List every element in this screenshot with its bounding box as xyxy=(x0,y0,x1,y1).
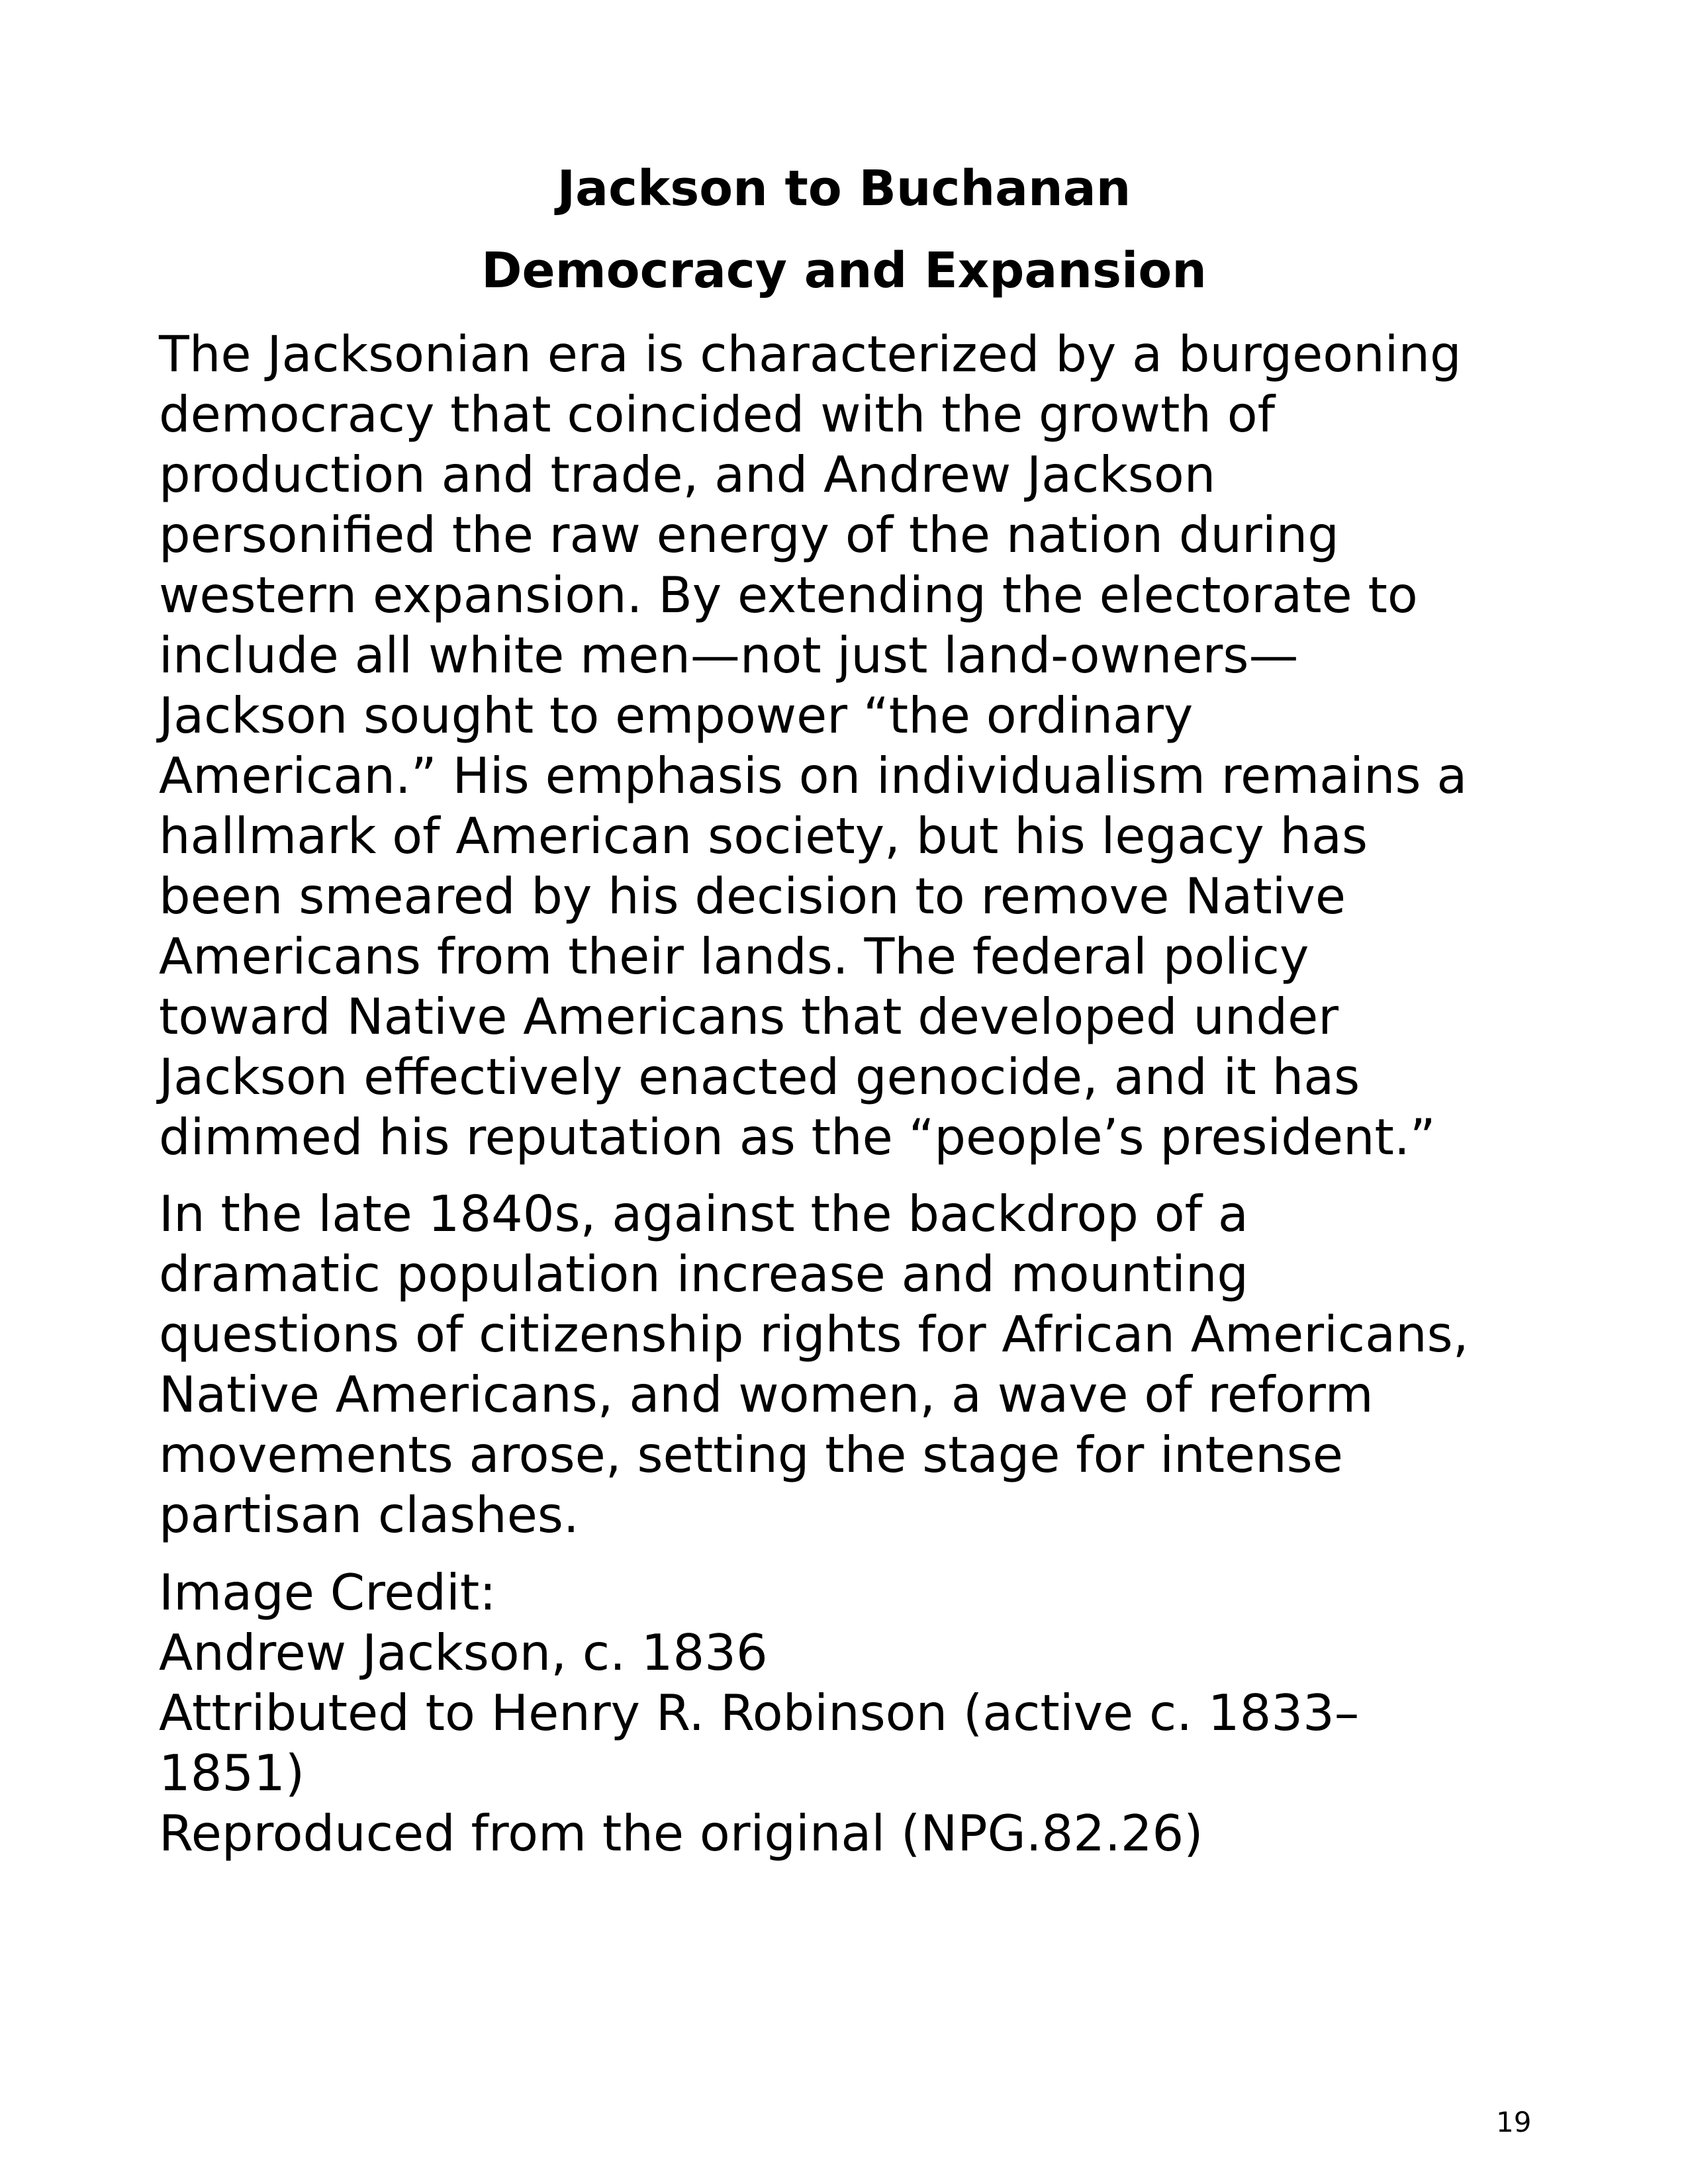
text-line: partisan clashes. xyxy=(159,1486,579,1544)
text-line: been smeared by his decision to remove Native xyxy=(159,867,1346,925)
text-line: hallmark of American society, but his legacy has xyxy=(159,807,1368,865)
image-credit-heading: Image Credit: xyxy=(159,1563,496,1621)
text-line: production and trade, and Andrew Jackson xyxy=(159,445,1216,504)
text-line: Jackson effectively enacted genocide, and it has xyxy=(159,1048,1360,1106)
text-line: include all white men—not just land-owners— xyxy=(159,626,1299,684)
page-subtitle: Democracy and Expansion xyxy=(481,242,1207,299)
text-line: toward Native Americans that developed under xyxy=(159,987,1339,1046)
image-credit-title: Andrew Jackson, c. 1836 xyxy=(159,1623,768,1682)
text-line: questions of citizenship rights for African Americans, xyxy=(159,1305,1469,1363)
text-line: dimmed his reputation as the “people’s president.” xyxy=(159,1108,1436,1166)
text-line: Americans from their lands. The federal policy xyxy=(159,927,1309,985)
text-line: In the late 1840s, against the backdrop of a xyxy=(159,1185,1248,1243)
text-line: democracy that coincided with the growth of xyxy=(159,385,1276,443)
text-line: western expansion. By extending the electorate to xyxy=(159,566,1418,624)
paragraph-jacksonian-era xyxy=(159,324,1575,1167)
text-line: American.” His emphasis on individualism remains a xyxy=(159,747,1468,805)
image-credit-attribution-cont: 1851) xyxy=(159,1744,305,1802)
page-number: 19 xyxy=(1496,2106,1532,2138)
image-credit-attribution: Attributed to Henry R. Robinson (active c. 1833– xyxy=(159,1684,1360,1742)
text-line: The Jacksonian era is characterized by a burgeoning xyxy=(159,325,1462,383)
image-credit-source: Reproduced from the original (NPG.82.26) xyxy=(159,1804,1203,1862)
text-line: movements arose, setting the stage for intense xyxy=(159,1426,1343,1484)
text-line: personified the raw energy of the nation during xyxy=(159,506,1339,564)
text-line: Native Americans, and women, a wave of reform xyxy=(159,1365,1374,1424)
text-line: dramatic population increase and mounting xyxy=(159,1245,1248,1303)
image-credit xyxy=(159,1563,1575,1864)
page-title: Jackson to Buchanan xyxy=(557,160,1131,217)
paragraph-late-1840s xyxy=(159,1184,1575,1545)
text-line: Jackson sought to empower “the ordinary xyxy=(159,686,1194,745)
